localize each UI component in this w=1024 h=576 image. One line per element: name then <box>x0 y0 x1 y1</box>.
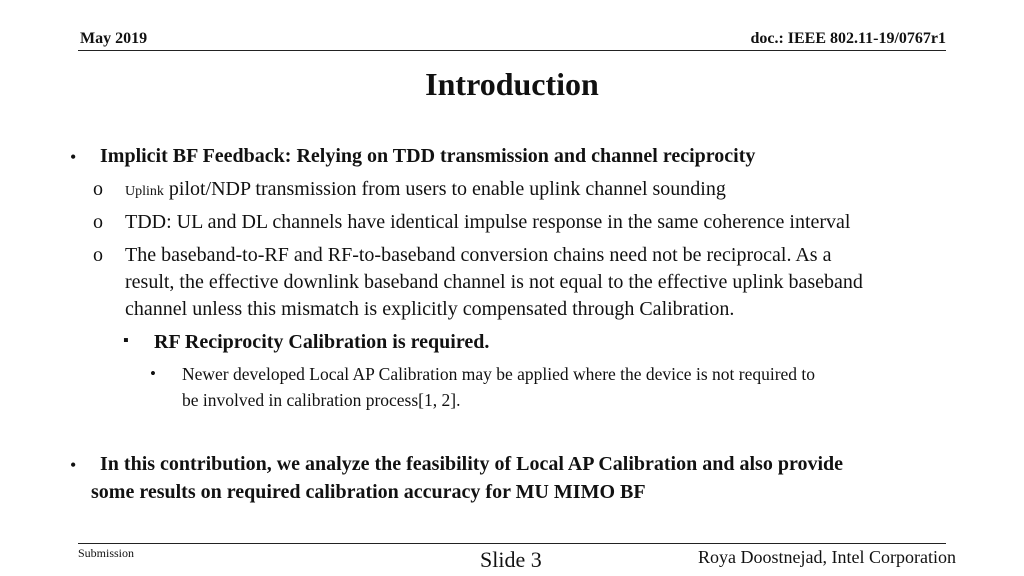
footer-author: Roya Doostnejad, Intel Corporation <box>698 547 956 567</box>
uplink-word: Uplink <box>125 184 164 199</box>
page-title: Introduction <box>425 66 599 102</box>
sub-bullet-marker: o <box>93 244 103 266</box>
sub-bullet-marker: o <box>93 178 103 200</box>
sub-bullet-conversion-line-2: result, the effective downlink baseband channel is not equal to the effective uplink baseband <box>125 271 863 293</box>
header-date: May 2019 <box>80 30 148 47</box>
local-ap-calibration-line-2: be involved in calibration process[1, 2]. <box>182 390 461 410</box>
uplink-text: pilot/NDP transmission from users to enable uplink channel sounding <box>163 178 726 200</box>
rf-calibration-required: RF Reciprocity Calibration is required. <box>154 331 490 353</box>
square-bullet-marker: ▪ <box>123 332 129 349</box>
sub-bullet-marker: o <box>93 211 103 233</box>
local-ap-calibration-line-1: Newer developed Local AP Calibration may be applied where the device is not required to <box>182 364 816 384</box>
header-rule <box>78 50 946 51</box>
header-doc-id: doc.: IEEE 802.11-19/0767r1 <box>750 30 946 47</box>
sub-bullet-conversion-line-3: channel unless this mismatch is explicitly compensated through Calibration. <box>125 298 735 320</box>
footer-submission: Submission <box>78 546 135 560</box>
sub-bullet-uplink <box>125 178 726 201</box>
contribution-line-2: some results on required calibration accuracy for MU MIMO BF <box>91 481 646 503</box>
footer-rule <box>78 543 946 544</box>
bullet-marker: • <box>70 147 77 167</box>
bullet-implicit-bf: Implicit BF Feedback: Relying on TDD transmission and channel reciprocity <box>100 145 756 167</box>
sub-bullet-tdd: TDD: UL and DL channels have identical impulse response in the same coherence interval <box>125 211 851 233</box>
contribution-line-1: In this contribution, we analyze the feasibility of Local AP Calibration and also provide <box>100 453 844 475</box>
bullet-marker: • <box>70 455 77 475</box>
footer-slide-number: Slide 3 <box>480 547 542 572</box>
bullet-marker: • <box>150 364 156 383</box>
sub-bullet-conversion-line-1: The baseband-to-RF and RF-to-baseband conversion chains need not be reciprocal. As a <box>125 244 832 266</box>
